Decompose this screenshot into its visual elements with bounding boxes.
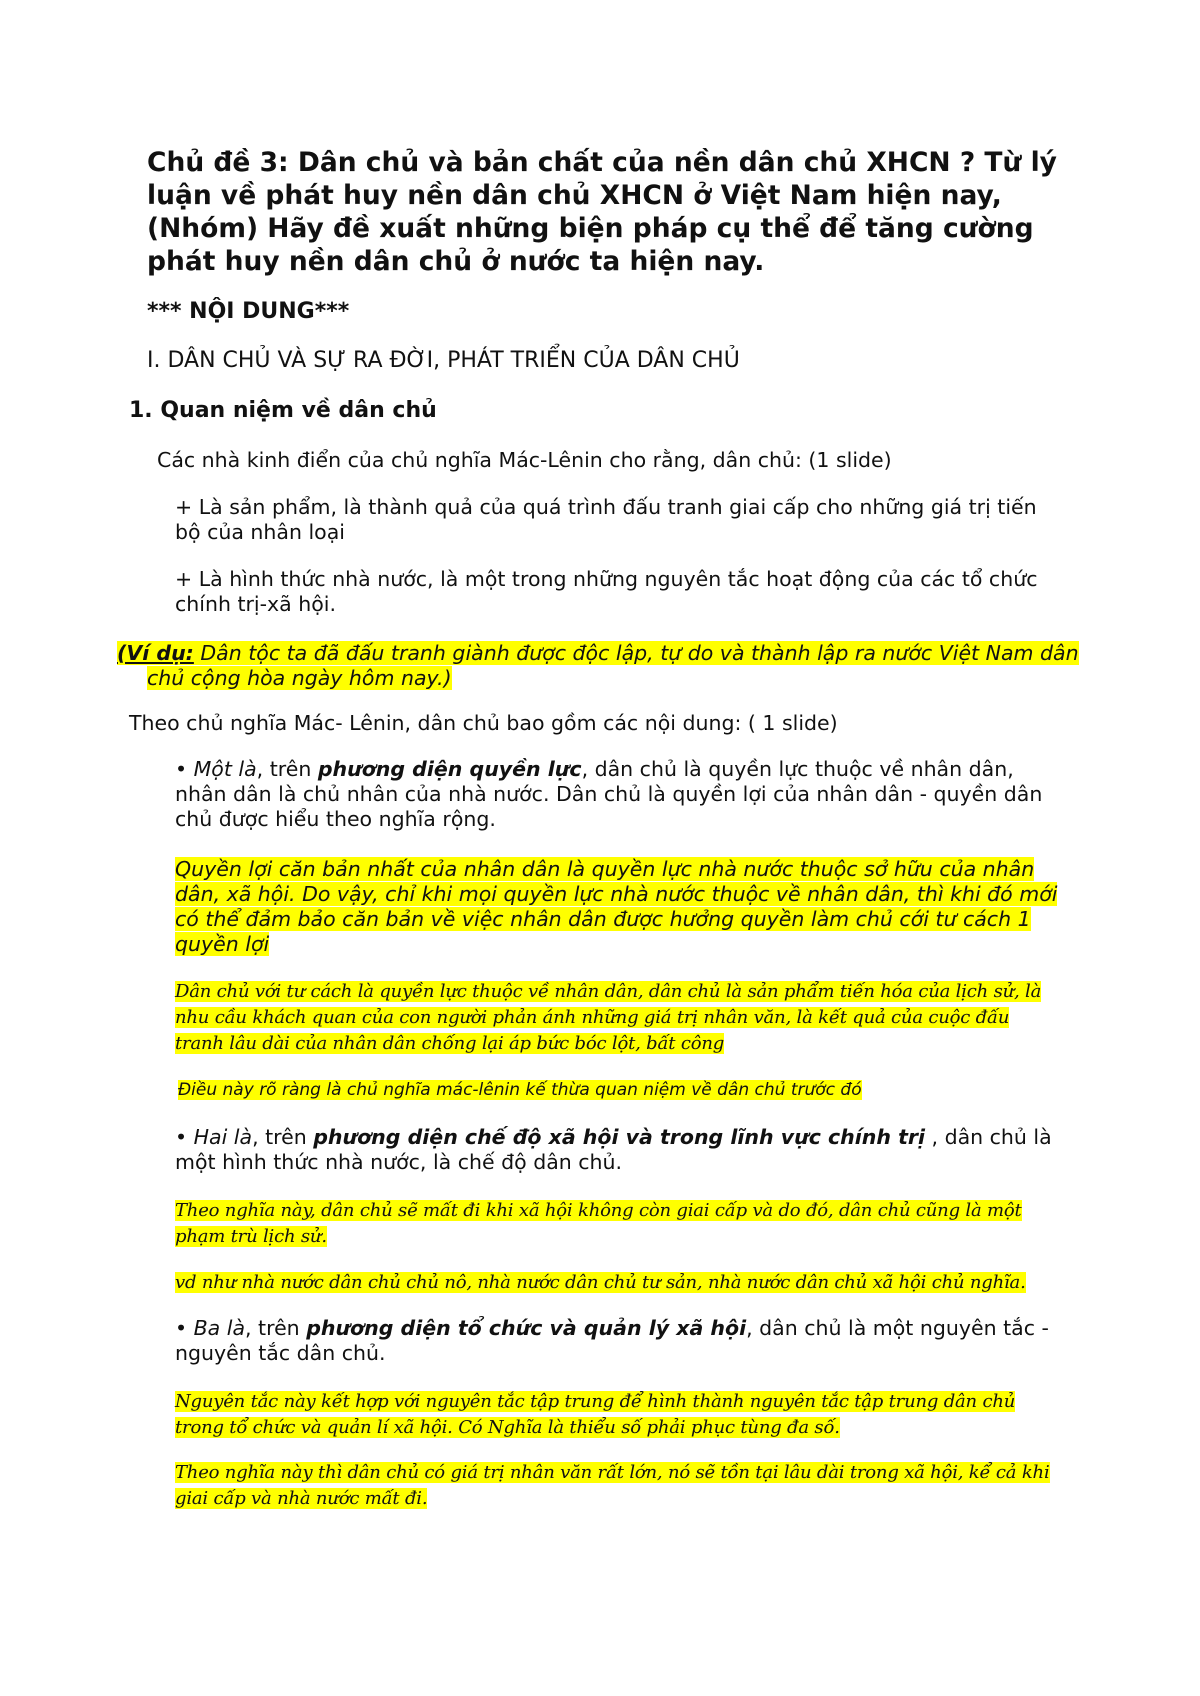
section-heading: I. DÂN CHỦ VÀ SỰ RA ĐỜI, PHÁT TRIỂN CỦA DÂN CHỦ <box>147 348 740 373</box>
point-two-bullet: • <box>175 1125 194 1149</box>
point-three-lead: Ba là <box>193 1316 246 1340</box>
point-two-lead: Hai là <box>193 1125 253 1149</box>
point-three-mid: , trên <box>245 1316 307 1340</box>
note-five-text: vd như nhà nước dân chủ chủ nô, nhà nước dân chủ tư sản, nhà nước dân chủ xã hội chủ nghĩa. <box>175 1272 1026 1293</box>
note-five <box>175 1270 1060 1296</box>
point-two <box>175 1125 1060 1175</box>
point-one-mid: , trên <box>256 757 318 781</box>
point-one-bullet: • <box>175 757 194 781</box>
example-highlight <box>117 641 1079 690</box>
point-one-key: phương diện quyền lực <box>317 757 582 781</box>
note-six-text: Nguyên tắc này kết hợp với nguyên tắc tập trung để hình thành nguyên tắc tập trung dân chủ trong tổ chức và quản lí xã hội. Có Nghĩa là thiểu số phải phục tùng đa số. <box>175 1391 1016 1438</box>
note-four <box>175 1198 1060 1250</box>
note-three <box>178 1078 1063 1102</box>
note-six <box>175 1389 1060 1441</box>
note-one <box>175 857 1060 957</box>
point-three-rest: , dân chủ là một nguyên tắc - nguyên tắc dân chủ. <box>175 1316 1049 1365</box>
note-two-text: Dân chủ với tư cách là quyền lực thuộc về nhân dân, dân chủ là sản phẩm tiến hóa của lịch sử, là nhu cầu khách quan của con người phản ánh những giá trị nhân văn, là kết quả của cuộc đấu tranh lâu dài của nhân dân chống lại áp bức bóc lột, bất công <box>175 981 1042 1054</box>
paragraph-classics: Các nhà kinh điển của chủ nghĩa Mác-Lênin cho rằng, dân chủ: (1 slide) <box>157 448 892 472</box>
document-title: Chủ đề 3: Dân chủ và bản chất của nền dân chủ XHCN ? Từ lý luận về phát huy nền dân chủ XHCN ở Việt Nam hiện nay, (Nhóm) Hãy đề xuất những biện pháp cụ thể để tăng cường phát huy nền dân chủ ở nước ta hiện nay. <box>147 147 1057 277</box>
content-heading: *** NỘI DUNG*** <box>147 299 350 324</box>
example-paragraph <box>117 641 1092 691</box>
point-three-key: phương diện tổ chức và quản lý xã hội <box>306 1316 747 1340</box>
note-seven-text: Theo nghĩa này thì dân chủ có giá trị nhân văn rất lớn, nó sẽ tồn tại lâu dài trong xã hội, kể cả khi giai cấp và nhà nước mất đi. <box>175 1462 1050 1509</box>
example-text: Dân tộc ta đã đấu tranh giành được độc lập, tự do và thành lập ra nước Việt Nam dân chủ cộng hòa ngày hôm nay.) <box>147 641 1079 690</box>
point-three-bullet: • <box>175 1316 194 1340</box>
subsection-heading: 1. Quan niệm về dân chủ <box>129 398 437 423</box>
bullet-product: + Là sản phẩm, là thành quả của quá trình đấu tranh giai cấp cho những giá trị tiến bộ của nhân loại <box>175 495 1037 544</box>
point-two-key: phương diện chế độ xã hội và trong lĩnh vực chính trị <box>313 1125 926 1149</box>
note-one-text: Quyền lợi căn bản nhất của nhân dân là quyền lực nhà nước thuộc sở hữu của nhân dân, xã hội. Do vậy, chỉ khi mọi quyền lực nhà nước thuộc về nhân dân, thì khi đó mới có thể đảm bảo căn bản về việc nhân dân được hưởng quyền làm chủ cới tư cách 1 quyền lợi <box>175 857 1058 956</box>
note-four-text: Theo nghĩa này, dân chủ sẽ mất đi khi xã hội không còn giai cấp và do đó, dân chủ cũng là một phạm trù lịch sử. <box>175 1200 1022 1247</box>
paragraph-theo: Theo chủ nghĩa Mác- Lênin, dân chủ bao gồm các nội dung: ( 1 slide) <box>129 711 838 735</box>
bullet-state-form: + Là hình thức nhà nước, là một trong những nguyên tắc hoạt động của các tổ chức chính trị-xã hội. <box>175 567 1038 616</box>
point-one-rest: , dân chủ là quyền lực thuộc về nhân dân, nhân dân là chủ nhân của nhà nước. Dân chủ là quyền lợi của nhân dân - quyền dân chủ được hiểu theo nghĩa rộng. <box>175 757 1043 831</box>
point-one <box>175 757 1060 832</box>
note-three-text: Điều này rõ ràng là chủ nghĩa mác-lênin kế thừa quan niệm về dân chủ trước đó <box>178 1080 862 1100</box>
point-two-rest: , dân chủ là một hình thức nhà nước, là chế độ dân chủ. <box>175 1125 1052 1174</box>
note-seven <box>175 1460 1060 1512</box>
point-one-lead: Một là <box>193 757 257 781</box>
point-two-mid: , trên <box>252 1125 314 1149</box>
note-two <box>175 979 1060 1057</box>
point-three <box>175 1316 1060 1366</box>
example-label: (Ví dụ: <box>117 641 194 665</box>
